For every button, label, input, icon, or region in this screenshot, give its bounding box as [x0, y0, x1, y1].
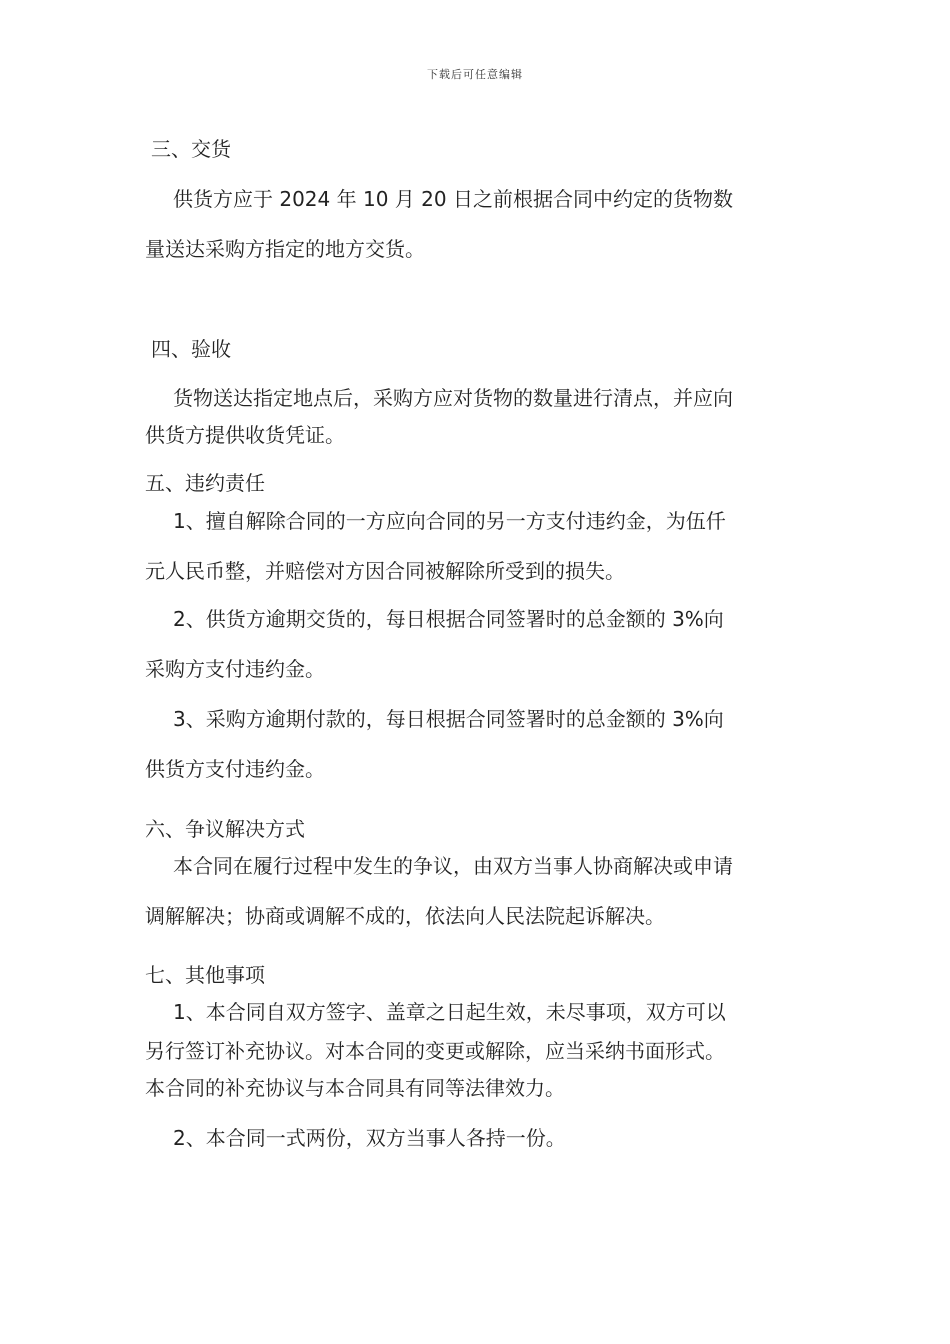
paragraph-line: 供货方应于 2024 年 10 月 20 日之前根据合同中约定的货物数: [173, 187, 733, 211]
paragraph-line: 量送达采购方指定的地方交货。: [145, 237, 425, 261]
page-header: 下载后可任意编辑: [427, 68, 523, 81]
paragraph-line: 2、供货方逾期交货的，每日根据合同签署时的总金额的 3%向: [173, 607, 724, 631]
section-heading-dispute: 六、争议解决方式: [145, 817, 305, 841]
section-heading-other: 七、其他事项: [145, 963, 265, 987]
paragraph-line: 1、本合同自双方签字、盖章之日起生效，未尽事项，双方可以: [173, 1000, 726, 1024]
section-heading-inspection: 四、验收: [151, 337, 231, 361]
paragraph-line: 元人民币整，并赔偿对方因合同被解除所受到的损失。: [145, 559, 625, 583]
paragraph-line: 供货方提供收货凭证。: [145, 423, 345, 447]
paragraph-line: 1、擅自解除合同的一方应向合同的另一方支付违约金，为伍仟: [173, 509, 726, 533]
paragraph-line: 另行签订补充协议。对本合同的变更或解除，应当采纳书面形式。: [145, 1039, 725, 1063]
paragraph-line: 供货方支付违约金。: [145, 757, 325, 781]
paragraph-line: 3、采购方逾期付款的，每日根据合同签署时的总金额的 3%向: [173, 707, 724, 731]
paragraph-line: 货物送达指定地点后，采购方应对货物的数量进行清点，并应向: [173, 386, 733, 410]
paragraph-line: 采购方支付违约金。: [145, 657, 325, 681]
paragraph-line: 2、本合同一式两份，双方当事人各持一份。: [173, 1126, 566, 1150]
section-heading-liability: 五、违约责任: [145, 471, 265, 495]
paragraph-line: 调解解决；协商或调解不成的，依法向人民法院起诉解决。: [145, 904, 665, 928]
paragraph-line: 本合同的补充协议与本合同具有同等法律效力。: [145, 1076, 565, 1100]
paragraph-line: 本合同在履行过程中发生的争议，由双方当事人协商解决或申请: [173, 854, 733, 878]
section-heading-delivery: 三、交货: [151, 137, 231, 161]
